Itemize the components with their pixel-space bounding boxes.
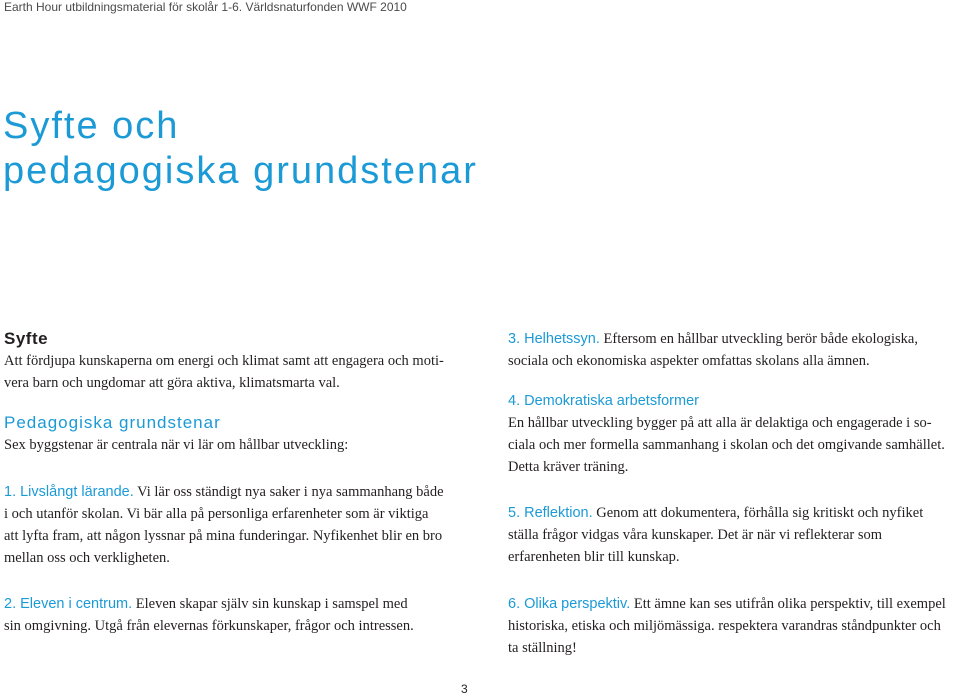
point-line: ställa frågor vidgas våra kunskaper. Det är när vi reflekterar som [508, 527, 883, 543]
page-title [3, 104, 478, 194]
point-line: ta ställning! [508, 640, 577, 656]
syfte-heading: Syfte [4, 329, 49, 348]
grundstenar-intro: Sex byggstenar är centrala när vi lär om hållbar utveckling: [4, 437, 349, 453]
syfte-line: vera barn och ungdomar att göra aktiva, klimatsmarta val. [4, 375, 340, 391]
point-line: erfarenheten blir till kunskap. [508, 549, 680, 565]
point-line: Ett ämne kan ses utifrån olika perspektiv, till exempel [630, 596, 946, 612]
point-line: sociala och ekonomiska aspekter omfattas skolans alla ämnen. [508, 353, 870, 369]
point-line: sin omgivning. Utgå från elevernas förkunskaper, frågor och intressen. [4, 618, 414, 634]
point-line: ciala och mer formella sammanhang i skolan och det omgivande samhället. [508, 437, 945, 453]
point-helhetssyn [508, 328, 918, 372]
point-reflektion [508, 502, 923, 568]
point-line: i och utanför skolan. Vi bär alla på personliga erfarenheter som är viktiga [4, 506, 429, 522]
point-label: 2. Eleven i centrum. [4, 596, 133, 612]
page-title-line-1: Syfte och [3, 105, 180, 147]
point-line: Genom att dokumentera, förhålla sig kritiskt och nyfiket [592, 505, 924, 521]
point-line: En hållbar utveckling bygger på att alla är delaktiga och engagerade i so- [508, 415, 932, 431]
running-header: Earth Hour utbildningsmaterial för skolår 1-6. Världsnaturfonden WWF 2010 [4, 0, 407, 14]
page-number: 3 [461, 682, 468, 696]
point-olika-perspektiv [508, 593, 946, 659]
syfte-line: Att fördjupa kunskaperna om energi och klimat samt att engagera och moti- [4, 353, 444, 369]
grundstenar-heading: Pedagogiska grundstenar [4, 413, 221, 432]
point-livslangt-larande [4, 481, 444, 569]
point-line: att lyfta fram, att någon lyssnar på mina funderingar. Nyfikenhet blir en bro [4, 528, 443, 544]
point-eleven-i-centrum [4, 593, 414, 637]
point-line: mellan oss och verkligheten. [4, 550, 170, 566]
page-title-line-2: pedagogiska grundstenar [3, 150, 478, 192]
point-line: Vi lär oss ständigt nya saker i nya sammanhang både [133, 484, 444, 500]
point-line: Eftersom en hållbar utveckling berör både ekologiska, [599, 331, 918, 347]
point-line: Eleven skapar själv sin kunskap i samspel med [132, 596, 408, 612]
point-label: 5. Reflektion. [508, 505, 593, 521]
point-label: 3. Helhetssyn. [508, 331, 600, 347]
point-label: 1. Livslångt lärande. [4, 484, 134, 500]
point-demokratiska-arbetsformer [508, 390, 945, 478]
point-line: historiska, etiska och miljömässiga. respektera varandras ståndpunkter och [508, 618, 941, 634]
point-label: 6. Olika perspektiv. [508, 596, 631, 612]
syfte-paragraph [4, 350, 444, 394]
point-line: Detta kräver träning. [508, 459, 629, 475]
point-label: 4. Demokratiska arbetsformer [508, 393, 699, 409]
